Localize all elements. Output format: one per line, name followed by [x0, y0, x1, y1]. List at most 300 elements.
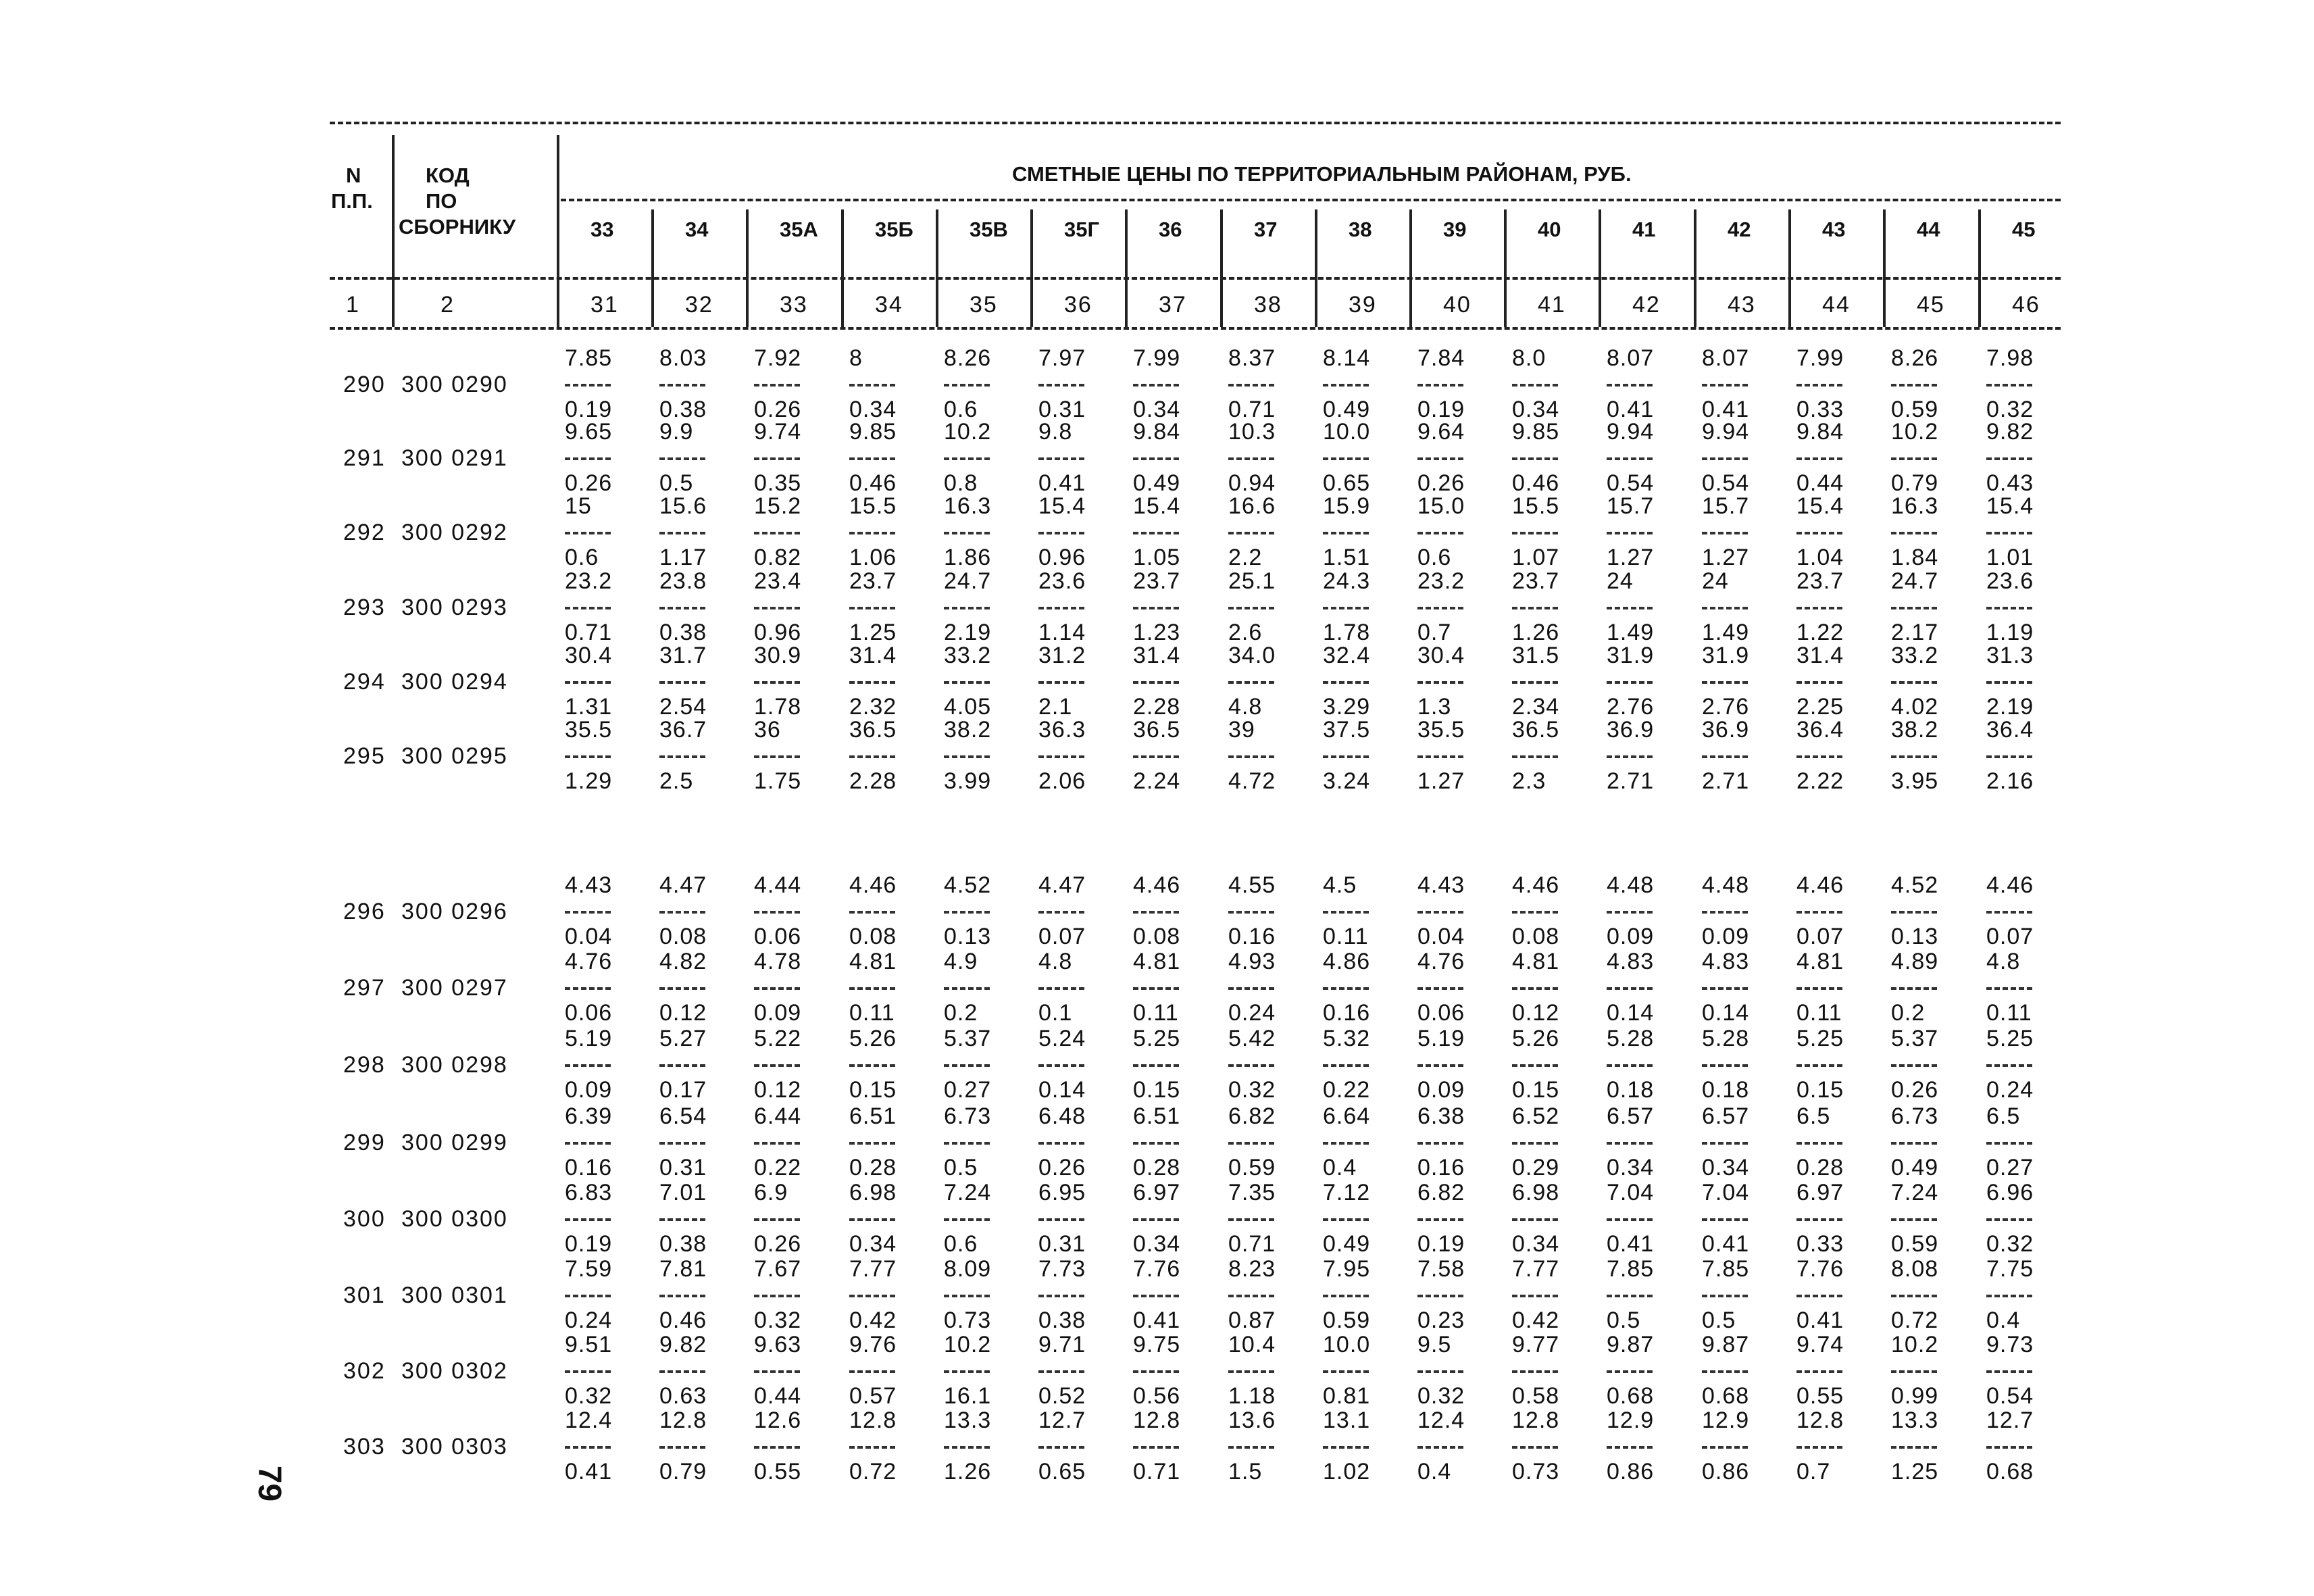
fraction-bar [565, 681, 611, 684]
price-lower: 0.34 [1607, 1155, 1655, 1180]
price-lower: 0.19 [565, 397, 613, 422]
price-upper: 9.63 [754, 1332, 802, 1357]
price-upper: 4.46 [1986, 872, 2034, 898]
fraction-bar [944, 607, 990, 609]
fraction-bar [1133, 1218, 1179, 1221]
price-lower: 0.41 [565, 1459, 613, 1485]
fraction-bar [1228, 1446, 1274, 1449]
fraction-bar [1512, 607, 1558, 609]
col-code-label-3: СБОРНИКУ [399, 215, 516, 239]
numbering-cell: 46 [2012, 292, 2040, 318]
price-cell [849, 872, 930, 950]
price-upper: 5.28 [1607, 1026, 1655, 1051]
price-cell [1702, 1255, 1783, 1334]
price-upper: 10.0 [1323, 419, 1371, 445]
fraction-bar [1891, 1142, 1937, 1145]
price-lower: 1.51 [1323, 545, 1371, 570]
price-lower: 0.34 [1133, 397, 1181, 422]
price-upper: 4.81 [1133, 949, 1181, 974]
price-upper: 6.44 [754, 1103, 802, 1129]
price-lower: 0.31 [659, 1155, 707, 1180]
fraction-bar [1891, 1064, 1937, 1067]
price-lower: 3.24 [1323, 768, 1371, 794]
price-cell [1702, 642, 1783, 720]
fraction-bar [1986, 532, 2032, 534]
fraction-bar [1796, 1142, 1842, 1145]
fraction-bar [754, 607, 800, 609]
fraction-bar [1323, 1295, 1369, 1297]
price-lower: 0.16 [1417, 1155, 1465, 1180]
price-upper: 9.85 [1512, 419, 1560, 445]
fraction-bar [849, 681, 895, 684]
price-cell [1512, 1255, 1593, 1334]
price-lower: 2.06 [1038, 768, 1086, 794]
fraction-bar [1702, 384, 1748, 386]
price-upper: 4.81 [849, 949, 897, 974]
price-cell [1417, 1103, 1499, 1181]
fraction-bar [1607, 755, 1653, 758]
price-lower: 0.86 [1702, 1459, 1750, 1485]
fraction-bar [1228, 681, 1274, 684]
fraction-bar [1796, 911, 1842, 914]
price-lower: 0.12 [754, 1077, 802, 1103]
price-upper: 7.59 [565, 1256, 613, 1282]
price-lower: 1.07 [1512, 545, 1560, 570]
fraction-bar [659, 911, 705, 914]
price-lower: 3.99 [944, 768, 992, 794]
price-cell [659, 1255, 740, 1334]
fraction-bar [1986, 911, 2032, 914]
numbering-cell: 40 [1443, 292, 1472, 318]
fraction-bar [1702, 607, 1748, 609]
price-lower: 0.59 [1228, 1155, 1276, 1180]
price-upper: 23.7 [1512, 568, 1560, 594]
price-upper: 9.77 [1512, 1332, 1560, 1357]
fraction-bar [754, 1446, 800, 1449]
price-cell [1607, 716, 1688, 795]
price-upper: 7.67 [754, 1256, 802, 1282]
price-upper: 9.75 [1133, 1332, 1181, 1357]
price-cell [1702, 948, 1783, 1026]
fraction-bar [1323, 532, 1369, 534]
price-upper: 4.81 [1796, 949, 1844, 974]
price-cell [565, 568, 646, 646]
price-upper: 23.7 [849, 568, 897, 594]
fraction-bar [1891, 911, 1937, 914]
fraction-bar [1986, 1295, 2032, 1297]
price-cell [1796, 948, 1878, 1026]
price-lower: 0.49 [1323, 397, 1371, 422]
price-cell [1038, 568, 1120, 646]
fraction-bar [1512, 1218, 1558, 1221]
fraction-bar [944, 911, 990, 914]
price-lower: 0.54 [1986, 1383, 2034, 1409]
price-lower: 1.01 [1986, 545, 2034, 570]
price-upper: 31.2 [1038, 643, 1086, 668]
price-lower: 0.27 [944, 1077, 992, 1103]
price-upper: 8.03 [659, 345, 707, 371]
price-lower: 0.52 [1038, 1383, 1086, 1409]
price-lower: 2.17 [1891, 620, 1939, 645]
fraction-bar [849, 607, 895, 609]
fraction-bar [1607, 911, 1653, 914]
price-lower: 0.44 [754, 1383, 802, 1409]
price-lower: 0.73 [944, 1307, 992, 1333]
price-lower: 1.86 [944, 545, 992, 570]
price-cell [1986, 345, 2067, 423]
col-code-label-2: ПО [426, 189, 457, 213]
fraction-bar [1228, 1370, 1274, 1373]
price-lower: 0.2 [944, 1000, 978, 1026]
fraction-bar [1702, 1218, 1748, 1221]
fraction-bar [944, 384, 990, 386]
price-cell [754, 568, 835, 646]
price-lower: 0.68 [1607, 1383, 1655, 1409]
fraction-bar [1038, 1142, 1084, 1145]
price-cell [1323, 345, 1404, 423]
price-lower: 0.34 [1702, 1155, 1750, 1180]
fraction-bar [659, 532, 705, 534]
price-cell [1986, 1179, 2067, 1257]
row-number: 291 [343, 445, 386, 471]
price-lower: 0.08 [1133, 924, 1181, 949]
fraction-bar [1986, 1370, 2032, 1373]
price-lower: 0.41 [1796, 1307, 1844, 1333]
price-cell [1796, 493, 1878, 571]
price-cell [565, 716, 646, 795]
price-cell [659, 872, 740, 950]
fraction-bar [1796, 607, 1842, 609]
price-upper: 7.85 [1607, 1256, 1655, 1282]
fraction-bar [659, 1295, 705, 1297]
fraction-bar [754, 384, 800, 386]
price-lower: 0.4 [1986, 1307, 2021, 1333]
fraction-bar [754, 532, 800, 534]
price-cell [849, 1331, 930, 1410]
price-upper: 5.37 [944, 1026, 992, 1051]
fraction-bar [1133, 987, 1179, 990]
row-code: 300 0293 [401, 595, 508, 620]
price-upper: 7.99 [1796, 345, 1844, 371]
page-number: 79 [251, 1465, 288, 1502]
fraction-bar [1038, 1064, 1084, 1067]
fraction-bar [659, 1142, 705, 1145]
price-lower: 0.15 [1796, 1077, 1844, 1103]
row-number: 290 [343, 372, 386, 397]
price-upper: 9.74 [1796, 1332, 1844, 1357]
fraction-bar [1133, 1142, 1179, 1145]
price-lower: 0.08 [849, 924, 897, 949]
price-upper: 36.3 [1038, 717, 1086, 743]
price-lower: 0.79 [659, 1459, 707, 1485]
price-lower: 0.72 [1891, 1307, 1939, 1333]
fraction-bar [1228, 1142, 1274, 1145]
price-upper: 6.73 [944, 1103, 992, 1129]
fraction-bar [1986, 1142, 2032, 1145]
price-cell [1417, 872, 1499, 950]
fraction-bar [1891, 1446, 1937, 1449]
price-upper: 6.51 [1133, 1103, 1181, 1129]
fraction-bar [1323, 457, 1369, 460]
price-cell [1607, 1103, 1688, 1181]
price-lower: 0.14 [1607, 1000, 1655, 1026]
fraction-bar [1038, 532, 1084, 534]
price-lower: 2.71 [1702, 768, 1750, 794]
price-lower: 0.46 [1512, 470, 1560, 496]
fraction-bar [1891, 1218, 1937, 1221]
row-number: 295 [343, 743, 386, 769]
price-upper: 9.74 [754, 419, 802, 445]
price-upper: 6.9 [754, 1180, 788, 1205]
price-cell [1986, 1103, 2067, 1181]
price-lower: 1.26 [1512, 620, 1560, 645]
price-upper: 36.5 [849, 717, 897, 743]
price-lower: 0.35 [754, 470, 802, 496]
price-lower: 0.33 [1796, 1231, 1844, 1257]
price-upper: 5.26 [849, 1026, 897, 1051]
price-upper: 15.2 [754, 493, 802, 519]
price-lower: 0.09 [1702, 924, 1750, 949]
price-lower: 1.23 [1133, 620, 1181, 645]
price-lower: 2.1 [1038, 694, 1073, 720]
price-upper: 35.5 [565, 717, 613, 743]
price-lower: 0.72 [849, 1459, 897, 1485]
price-cell [754, 1025, 835, 1103]
fraction-bar [1133, 755, 1179, 758]
header-bottom-rule [330, 277, 2061, 280]
region-col-sep [746, 209, 749, 327]
price-lower: 0.16 [1228, 924, 1276, 949]
fraction-bar [1417, 457, 1463, 460]
price-upper: 8.07 [1607, 345, 1655, 371]
price-cell [1796, 716, 1878, 795]
price-cell [754, 872, 835, 950]
price-upper: 13.1 [1323, 1407, 1371, 1433]
fraction-bar [1512, 681, 1558, 684]
price-cell [1796, 1407, 1878, 1485]
price-cell [1038, 493, 1120, 571]
price-lower: 0.38 [659, 620, 707, 645]
price-cell [944, 948, 1025, 1026]
price-lower: 1.27 [1607, 545, 1655, 570]
fraction-bar [1133, 681, 1179, 684]
price-lower: 0.46 [659, 1307, 707, 1333]
price-lower: 0.71 [1228, 1231, 1276, 1257]
row-code: 300 0298 [401, 1052, 508, 1078]
price-lower: 0.23 [1417, 1307, 1465, 1333]
price-lower: 0.38 [1038, 1307, 1086, 1333]
price-upper: 12.6 [754, 1407, 802, 1433]
price-lower: 4.8 [1228, 694, 1263, 720]
fraction-bar [1133, 1370, 1179, 1373]
price-lower: 0.55 [754, 1459, 802, 1485]
price-upper: 7.98 [1986, 345, 2034, 371]
price-lower: 0.32 [1986, 1231, 2034, 1257]
price-cell [1323, 1103, 1404, 1181]
price-lower: 0.38 [659, 1231, 707, 1257]
price-cell [944, 345, 1025, 423]
price-cell [1607, 1179, 1688, 1257]
price-cell [1323, 948, 1404, 1026]
fraction-bar [944, 1295, 990, 1297]
price-lower: 1.27 [1702, 545, 1750, 570]
price-upper: 4.82 [659, 949, 707, 974]
price-cell [1417, 345, 1499, 423]
price-lower: 0.99 [1891, 1383, 1939, 1409]
fraction-bar [1702, 1295, 1748, 1297]
fraction-bar [565, 1370, 611, 1373]
price-cell [1512, 568, 1593, 646]
price-lower: 1.27 [1417, 768, 1465, 794]
price-lower: 0.86 [1607, 1459, 1655, 1485]
price-upper: 5.26 [1512, 1026, 1560, 1051]
price-lower: 0.08 [659, 924, 707, 949]
price-upper: 36.4 [1796, 717, 1844, 743]
fraction-bar [1323, 384, 1369, 386]
price-cell [1512, 1179, 1593, 1257]
price-cell [754, 642, 835, 720]
price-upper: 8.07 [1702, 345, 1750, 371]
price-cell [754, 1255, 835, 1334]
price-upper: 31.4 [1796, 643, 1844, 668]
region-col-sep [1788, 209, 1791, 327]
price-cell [1038, 1331, 1120, 1410]
fraction-bar [1417, 607, 1463, 609]
fraction-bar [1038, 755, 1084, 758]
price-lower: 0.12 [1512, 1000, 1560, 1026]
numbering-cell: 38 [1254, 292, 1282, 318]
fraction-bar [944, 1142, 990, 1145]
price-cell [1702, 1179, 1783, 1257]
price-lower: 0.65 [1038, 1459, 1086, 1485]
price-upper: 7.85 [565, 345, 613, 371]
price-cell [944, 1331, 1025, 1410]
price-cell [1228, 1407, 1309, 1485]
price-cell [849, 642, 930, 720]
price-lower: 0.04 [1417, 924, 1465, 949]
price-upper: 7.24 [1891, 1180, 1939, 1205]
price-lower: 0.32 [1417, 1383, 1465, 1409]
price-lower: 2.19 [944, 620, 992, 645]
price-upper: 10.0 [1323, 1332, 1371, 1357]
price-cell [1417, 1025, 1499, 1103]
price-upper: 6.52 [1512, 1103, 1560, 1129]
price-cell [944, 642, 1025, 720]
numbering-left-2: 2 [441, 292, 455, 318]
fraction-bar [1512, 987, 1558, 990]
price-upper: 7.04 [1607, 1180, 1655, 1205]
price-upper: 15.9 [1323, 493, 1371, 519]
row-code: 300 0302 [401, 1358, 508, 1384]
price-cell [1796, 1025, 1878, 1103]
price-cell [659, 1331, 740, 1410]
price-cell [1038, 345, 1120, 423]
price-cell [849, 1255, 930, 1334]
price-cell [1133, 1331, 1214, 1410]
price-upper: 24 [1607, 568, 1634, 594]
price-upper: 4.46 [849, 872, 897, 898]
row-code: 300 0291 [401, 445, 508, 471]
price-upper: 12.8 [659, 1407, 707, 1433]
price-upper: 4.9 [944, 949, 978, 974]
price-upper: 9.51 [565, 1332, 613, 1357]
price-upper: 36.4 [1986, 717, 2034, 743]
fraction-bar [1323, 911, 1369, 914]
region-header-cell: 44 [1917, 218, 1940, 241]
price-cell [754, 493, 835, 571]
region-header-cell: 45 [2012, 218, 2036, 241]
fraction-bar [944, 987, 990, 990]
fraction-bar [1228, 532, 1274, 534]
price-lower: 1.5 [1228, 1459, 1263, 1485]
price-lower: 0.4 [1323, 1155, 1357, 1180]
price-upper: 9.71 [1038, 1332, 1086, 1357]
price-cell [1323, 1179, 1404, 1257]
price-lower: 1.14 [1038, 620, 1086, 645]
price-lower: 0.41 [1702, 1231, 1750, 1257]
region-header-cell: 35В [970, 218, 1008, 241]
price-upper: 13.3 [944, 1407, 992, 1433]
fraction-bar [944, 532, 990, 534]
price-cell [1512, 1331, 1593, 1410]
numbering-cell: 41 [1538, 292, 1566, 318]
fraction-bar [1417, 755, 1463, 758]
region-header-cell: 35Г [1064, 218, 1100, 241]
price-cell [1607, 418, 1688, 497]
price-cell [1512, 716, 1593, 795]
price-lower: 0.1 [1038, 1000, 1073, 1026]
price-lower: 0.09 [1607, 924, 1655, 949]
fraction-bar [1796, 755, 1842, 758]
price-upper: 9.82 [1986, 419, 2034, 445]
row-number: 303 [343, 1434, 386, 1460]
fraction-bar [1323, 987, 1369, 990]
price-cell [565, 642, 646, 720]
price-lower: 0.65 [1323, 470, 1371, 496]
price-lower: 0.32 [1228, 1077, 1276, 1103]
price-upper: 8.23 [1228, 1256, 1276, 1282]
fraction-bar [1323, 607, 1369, 609]
price-lower: 0.81 [1323, 1383, 1371, 1409]
price-lower: 0.34 [849, 1231, 897, 1257]
price-cell [659, 1407, 740, 1485]
price-upper: 12.8 [1133, 1407, 1181, 1433]
price-upper: 7.95 [1323, 1256, 1371, 1282]
price-upper: 23.4 [754, 568, 802, 594]
price-cell [1323, 1331, 1404, 1410]
price-upper: 6.48 [1038, 1103, 1086, 1129]
price-cell [1417, 948, 1499, 1026]
fraction-bar [1038, 1446, 1084, 1449]
price-cell [1038, 1179, 1120, 1257]
price-upper: 8.14 [1323, 345, 1371, 371]
price-cell [1133, 1407, 1214, 1485]
fraction-bar [754, 987, 800, 990]
price-cell [1607, 1407, 1688, 1485]
price-cell [1133, 716, 1214, 795]
price-cell [1891, 1025, 1972, 1103]
fraction-bar [1891, 987, 1937, 990]
fraction-bar [1038, 911, 1084, 914]
fraction-bar [1607, 1064, 1653, 1067]
fraction-bar [659, 607, 705, 609]
row-code: 300 0299 [401, 1130, 508, 1155]
price-lower: 0.06 [565, 1000, 613, 1026]
price-lower: 0.56 [1133, 1383, 1181, 1409]
region-col-sep [557, 209, 559, 327]
price-upper: 12.8 [1512, 1407, 1560, 1433]
price-upper: 9.64 [1417, 419, 1465, 445]
